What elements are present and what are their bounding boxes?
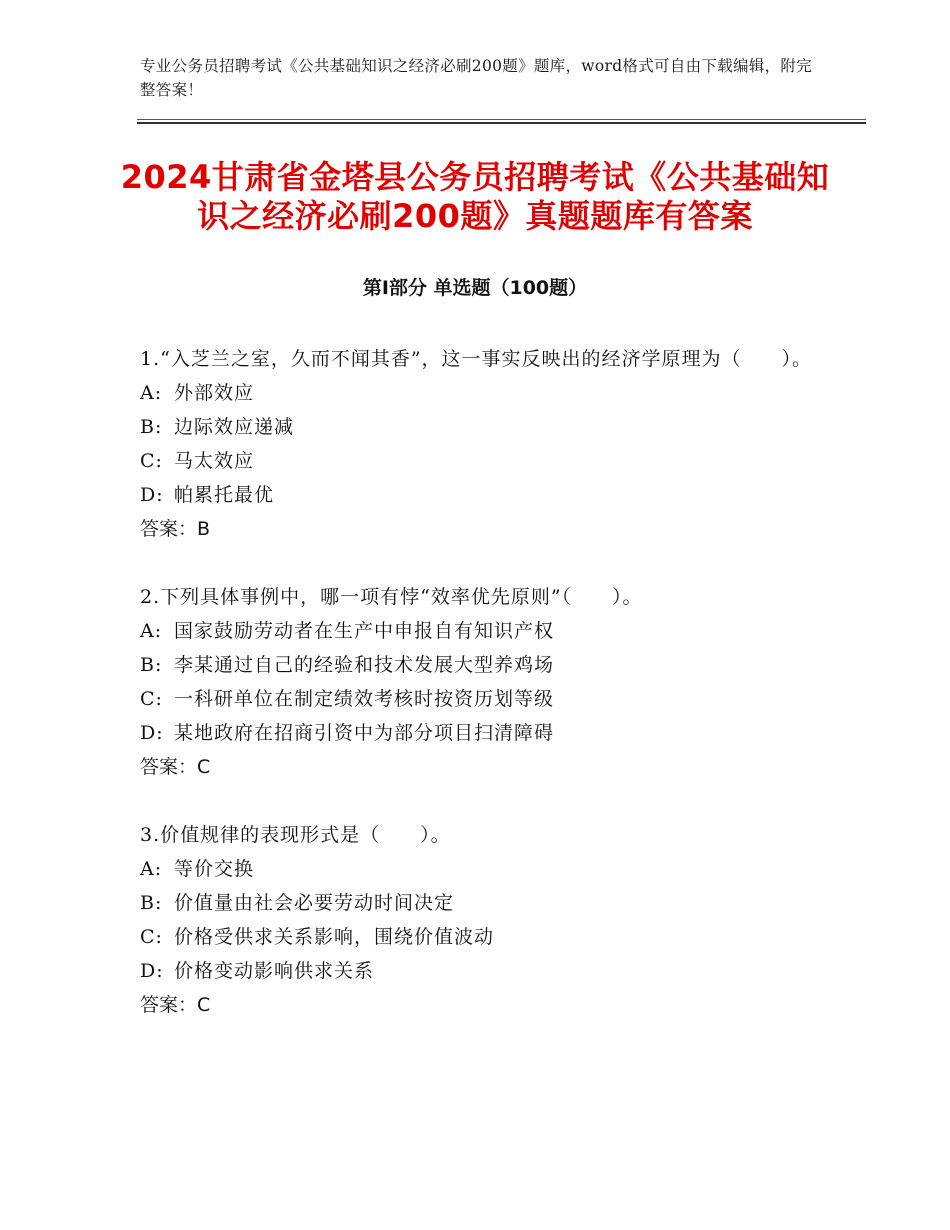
option-label: D: xyxy=(140,484,164,506)
option-text: 价格变动影响供求关系 xyxy=(174,960,375,982)
section-title: 第Ⅰ部分 单选题（100题） xyxy=(362,277,588,299)
option-text: 国家鼓励劳动者在生产中申报自有知识产权 xyxy=(174,620,555,642)
document-title: 2024甘肃省金塔县公务员招聘考试《公共基础知识之经济必刷200题》真题题库有答案 xyxy=(120,158,830,235)
header-divider xyxy=(137,119,866,125)
option-text: 边际效应递减 xyxy=(174,416,295,438)
option-label: D: xyxy=(140,722,164,744)
option-label: D: xyxy=(140,960,164,982)
option-d xyxy=(140,716,820,750)
option-label: A: xyxy=(140,858,163,880)
option-a xyxy=(140,614,820,648)
option-a xyxy=(140,852,820,886)
option-label: C: xyxy=(140,450,163,472)
option-text: 价格受供求关系影响，围绕价值波动 xyxy=(174,926,495,948)
option-b xyxy=(140,648,820,682)
option-label: A: xyxy=(140,382,163,404)
option-text: 等价交换 xyxy=(174,858,255,880)
question-stem: 2.下列具体事例中，哪一项有悖“效率优先原则”（ ）。 xyxy=(140,586,643,608)
divider-thin-line xyxy=(137,119,866,120)
answer: 答案：C xyxy=(140,994,211,1016)
option-label: B: xyxy=(140,654,163,676)
question-3 xyxy=(140,818,820,1022)
question-stem: 1.“入芝兰之室，久而不闻其香”，这一事实反映出的经济学原理为（ ）。 xyxy=(140,348,813,370)
option-text: 李某通过自己的经验和技术发展大型养鸡场 xyxy=(174,654,555,676)
option-c xyxy=(140,444,820,478)
option-c xyxy=(140,682,820,716)
option-label: B: xyxy=(140,416,163,438)
option-label: B: xyxy=(140,892,163,914)
divider-thick-line xyxy=(137,122,866,124)
option-b xyxy=(140,410,820,444)
option-label: C: xyxy=(140,688,163,710)
question-2 xyxy=(140,580,820,784)
answer: 答案：B xyxy=(140,518,211,540)
option-d xyxy=(140,954,820,988)
option-text: 价值量由社会必要劳动时间决定 xyxy=(174,892,455,914)
option-c xyxy=(140,920,820,954)
option-text: 帕累托最优 xyxy=(174,484,275,506)
header-note: 专业公务员招聘考试《公共基础知识之经济必刷200题》题库，word格式可自由下载编辑，附完整答案！ xyxy=(140,57,813,99)
option-b xyxy=(140,886,820,920)
question-stem: 3.价值规律的表现形式是（ ）。 xyxy=(140,824,451,846)
question-list xyxy=(140,342,820,1056)
option-a xyxy=(140,376,820,410)
option-label: A: xyxy=(140,620,163,642)
option-label: C: xyxy=(140,926,163,948)
option-text: 一科研单位在制定绩效考核时按资历划等级 xyxy=(174,688,555,710)
question-1 xyxy=(140,342,820,546)
option-d xyxy=(140,478,820,512)
option-text: 外部效应 xyxy=(174,382,255,404)
option-text: 马太效应 xyxy=(174,450,255,472)
option-text: 某地政府在招商引资中为部分项目扫清障碍 xyxy=(174,722,555,744)
answer: 答案：C xyxy=(140,756,211,778)
